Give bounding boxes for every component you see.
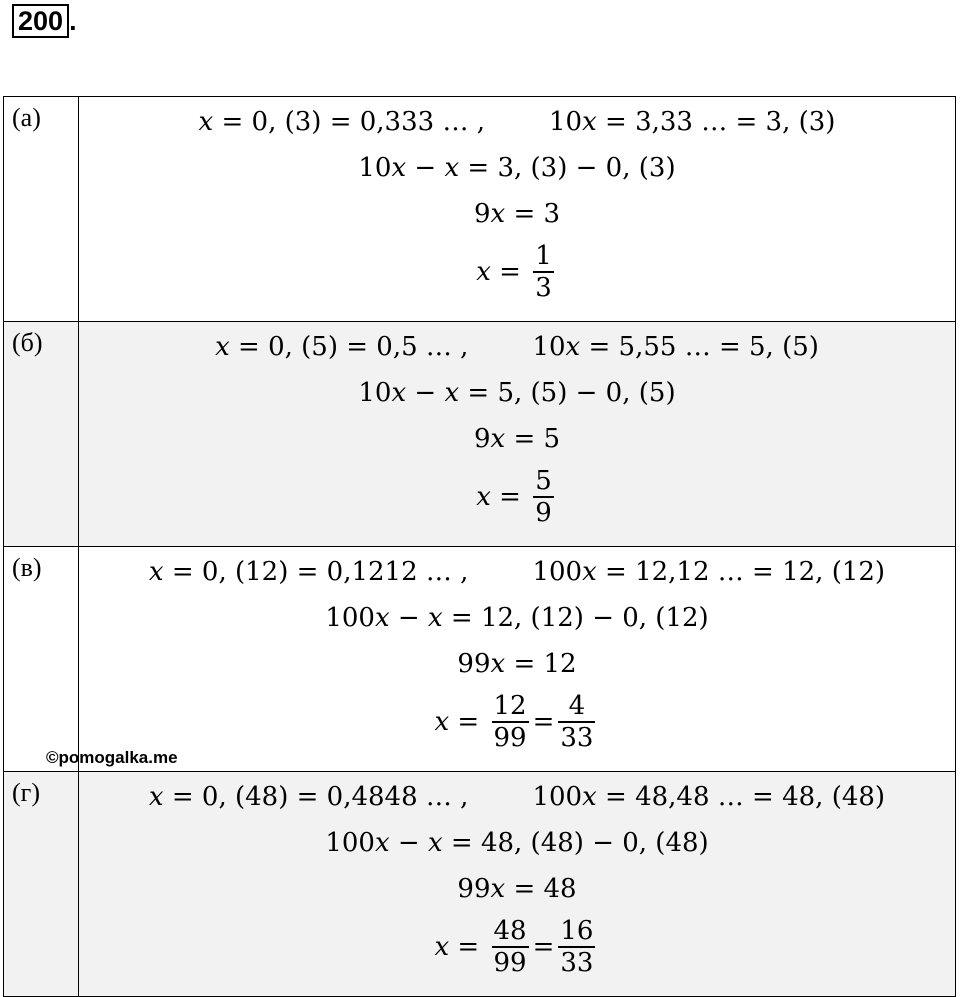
equation-line-2: 100x − x = 12, (12) − 0, (12) xyxy=(325,603,709,633)
part-label: (а) xyxy=(12,103,41,132)
equation-line-3: 9x = 3 xyxy=(473,199,561,229)
equation-line-3: 99x = 12 xyxy=(457,649,577,679)
fraction: $\frac{16}{33}$ xyxy=(560,916,594,978)
part-label: (г) xyxy=(12,778,40,807)
equation-line-2: 10x − x = 3, (3) − 0, (3) xyxy=(358,153,676,183)
result-line: x = $\frac{5}{9}$ xyxy=(476,466,552,528)
equation-line-3: 9x = 5 xyxy=(473,424,561,454)
part-work xyxy=(79,322,955,546)
fraction: $\frac{5}{9}$ xyxy=(535,466,552,528)
fraction: $\frac{4}{33}$ xyxy=(560,691,594,753)
part-label: (б) xyxy=(12,328,43,357)
equation-line-2: 100x − x = 48, (48) − 0, (48) xyxy=(325,828,709,858)
watermark: ©pomogalka.me xyxy=(46,748,178,767)
problem-number-period: . xyxy=(69,5,77,36)
part-work xyxy=(79,772,955,996)
table-row xyxy=(4,322,956,547)
fraction: $\frac{12}{99}$ xyxy=(493,691,527,753)
problem-number xyxy=(12,4,77,38)
result-line: x = $\frac{48}{99}$ = $\frac{16}{33}$ xyxy=(434,916,594,978)
equation-line-1: x = 0, (12) = 0,1212 … , 100x = 12,12 … = 12, (12) xyxy=(148,557,886,587)
part-work xyxy=(79,547,955,771)
part-work xyxy=(79,97,955,321)
problem-number-box: 200 xyxy=(12,4,69,38)
table-row xyxy=(4,772,956,997)
part-label: (в) xyxy=(12,553,42,582)
equation-line-2: 10x − x = 5, (5) − 0, (5) xyxy=(358,378,676,408)
result-line: x = $\frac{12}{99}$ = $\frac{4}{33}$ xyxy=(434,691,594,753)
solution-table xyxy=(3,96,956,997)
equation-line-1: x = 0, (5) = 0,5 … , 10x = 5,55 … = 5, (5) xyxy=(215,332,819,362)
equation-line-3: 99x = 48 xyxy=(457,874,577,904)
fraction: $\frac{48}{99}$ xyxy=(493,916,527,978)
result-line: x = $\frac{1}{3}$ xyxy=(476,241,552,303)
fraction: $\frac{1}{3}$ xyxy=(535,241,552,303)
equation-line-1: x = 0, (3) = 0,333 … , 10x = 3,33 … = 3, (3) xyxy=(198,107,836,137)
table-row xyxy=(4,547,956,772)
table-row xyxy=(4,97,956,322)
equation-line-1: x = 0, (48) = 0,4848 … , 100x = 48,48 … = 48, (48) xyxy=(148,782,886,812)
